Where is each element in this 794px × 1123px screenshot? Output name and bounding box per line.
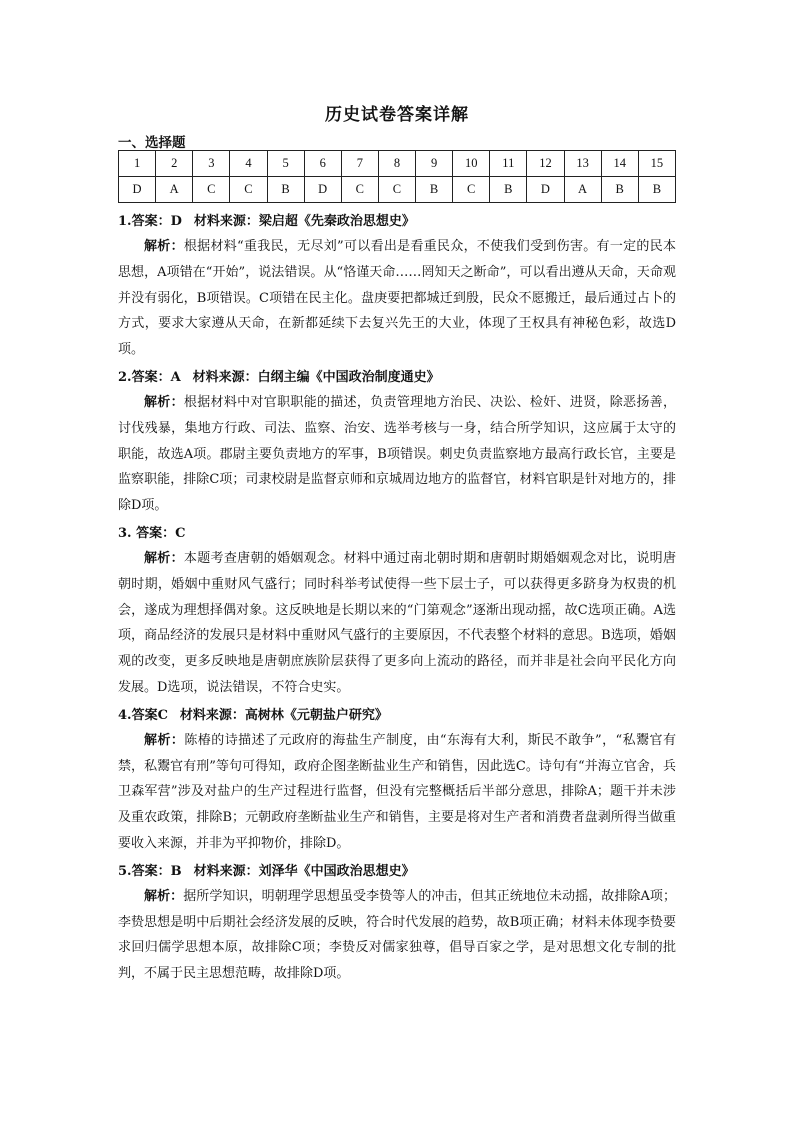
question-2-source: 材料来源：白纲主编《中国政治制度通史》 [192, 369, 440, 385]
answer-explanations [118, 210, 676, 990]
question-4-source: 材料来源：高树林《元朝盐户研究》 [179, 707, 388, 723]
question-2-header [118, 366, 676, 390]
question-3-header [118, 522, 676, 546]
analysis-text: 根据材料中对官职职能的描述，负责管理地方治民、决讼、检奸、进贤，除恶扬善，讨伐残暴，集地方行政、司法、监察、治安、选举考核与一身，结合所学知识，这应属于太守的职能，故选A项。郡尉主要负责地方的军事，B项错误。刺史负责监察地方最高行政长官，主要是监察职能，排除C项；司隶校尉是监督京师和京城周边地方的监督官，材料官职是针对地方的，排除D项。 [118, 394, 676, 514]
question-3-answer: 3. 答案：C [118, 525, 186, 541]
analysis-text: 陈椿的诗描述了元政府的海盐生产制度，由“东海有大利，斯民不敢争”，“私鬻官有禁，私鬻官有刑”等句可得知，政府企图垄断盐业生产和销售，因此选C。诗句有“并海立官舍，兵卫森军营”涉及对盐户的生产过程进行监督，但没有完整概括后半部分意思，排除A；题干并未涉及重农政策，排除B；元朝政府垄断盐业生产和销售，主要是将对生产者和消费者盘剥所得当做重要收入来源，并非为平抑物价，排除D。 [118, 732, 676, 851]
answer-letter-cell: D [527, 177, 564, 203]
answer-letter-cell: C [193, 177, 230, 203]
question-2-analysis [118, 390, 676, 519]
question-number-cell: 2 [156, 151, 193, 177]
analysis-text: 本题考查唐朝的婚姻观念。材料中通过南北朝时期和唐朝时期婚姻观念对比，说明唐朝时期，婚姻中重财风气盛行；同时科举考试使得一些下层士子，可以获得更多跻身为权贵的机会，遂成为理想择偶对象。这反映地是长期以来的“门第观念”逐渐出现动摇，故C选项正确。A选项，商品经济的发展只是材料中重财风气盛行的主要原因，不代表整个材料的意思。B选项，婚姻观的改变，更多反映地是唐朝庶族阶层获得了更多向上流动的路径，而并非是社会向平民化方向发展。D选项，说法错误，不符合史实。 [118, 550, 676, 695]
question-number-cell: 5 [267, 151, 304, 177]
question-number-cell: 12 [527, 151, 564, 177]
answer-letter-cell: C [453, 177, 490, 203]
question-5-explanation [118, 860, 676, 987]
question-number-cell: 15 [638, 151, 675, 177]
question-3-explanation [118, 522, 676, 701]
answer-letter-cell: B [601, 177, 638, 203]
question-5-analysis [118, 884, 676, 987]
document-title: 历史试卷答案详解 [325, 105, 469, 125]
question-2-explanation [118, 366, 676, 519]
analysis-label: 解析： [144, 732, 185, 748]
question-1-explanation [118, 210, 676, 363]
section-heading: 一、选择题 [118, 135, 186, 151]
analysis-label: 解析： [144, 888, 184, 904]
question-1-source: 材料来源：梁启超《先秦政治思想史》 [193, 214, 415, 229]
question-number-cell: 10 [453, 151, 490, 177]
answer-letter-cell: B [638, 177, 675, 203]
analysis-label: 解析： [144, 394, 184, 410]
answer-letter-cell: D [304, 177, 341, 203]
question-4-explanation [118, 704, 676, 857]
answer-letter-row [119, 177, 676, 203]
question-1-answer: 1.答案：D [118, 214, 182, 229]
question-2-answer: 2.答案：A [118, 369, 181, 385]
question-number-cell: 14 [601, 151, 638, 177]
question-1-analysis [118, 234, 676, 363]
answer-letter-cell: B [267, 177, 304, 203]
question-number-cell: 3 [193, 151, 230, 177]
answer-letter-cell: A [156, 177, 193, 203]
question-5-answer: 5.答案：B [118, 863, 182, 879]
question-1-header [118, 210, 676, 234]
analysis-text: 据所学知识，明朝理学思想虽受李贽等人的冲击，但其正统地位未动摇，故排除A项；李贽思想是明中后期社会经济发展的反映，符合时代发展的趋势，故B项正确；材料未体现李贽要求回归儒学思想本原，故排除C项；李贽反对儒家独尊，倡导百家之学，是对思想文化专制的批判，不属于民主思想范畴，故排除D项。 [118, 888, 676, 982]
question-5-header [118, 860, 676, 884]
question-number-cell: 11 [490, 151, 527, 177]
question-4-header [118, 704, 676, 728]
question-number-cell: 1 [119, 151, 156, 177]
question-number-cell: 4 [230, 151, 267, 177]
question-3-analysis [118, 546, 676, 701]
question-number-row [119, 151, 676, 177]
question-number-cell: 13 [564, 151, 601, 177]
answer-letter-cell: B [490, 177, 527, 203]
answer-letter-cell: C [378, 177, 415, 203]
answer-letter-cell: D [119, 177, 156, 203]
question-number-cell: 8 [378, 151, 415, 177]
answer-key-table [118, 150, 676, 203]
answer-letter-cell: A [564, 177, 601, 203]
question-number-cell: 7 [341, 151, 378, 177]
analysis-label: 解析： [144, 550, 184, 566]
answer-letter-cell: B [416, 177, 453, 203]
answer-letter-cell: C [230, 177, 267, 203]
answer-letter-cell: C [341, 177, 378, 203]
analysis-text: 根据材料“重我民，无尽刘”可以看出是看重民众，不使我们受到伤害。有一定的民本思想，A项错在“开始”，说法错误。从“恪谨天命……罔知天之断命”，可以看出遵从天命，天命观并没有弱化，B项错误。C项错在民主化。盘庚要把都城迁到殷，民众不愿搬迁，最后通过占卜的方式，要求大家遵从天命，在新都延续下去复兴先王的大业，体现了王权具有神秘色彩，故选D项。 [118, 239, 676, 358]
question-number-cell: 6 [304, 151, 341, 177]
question-number-cell: 9 [416, 151, 453, 177]
analysis-label: 解析： [144, 239, 184, 254]
question-5-source: 材料来源：刘泽华《中国政治思想史》 [193, 863, 415, 879]
question-4-answer: 4.答案C [118, 707, 168, 723]
question-4-analysis [118, 728, 676, 857]
